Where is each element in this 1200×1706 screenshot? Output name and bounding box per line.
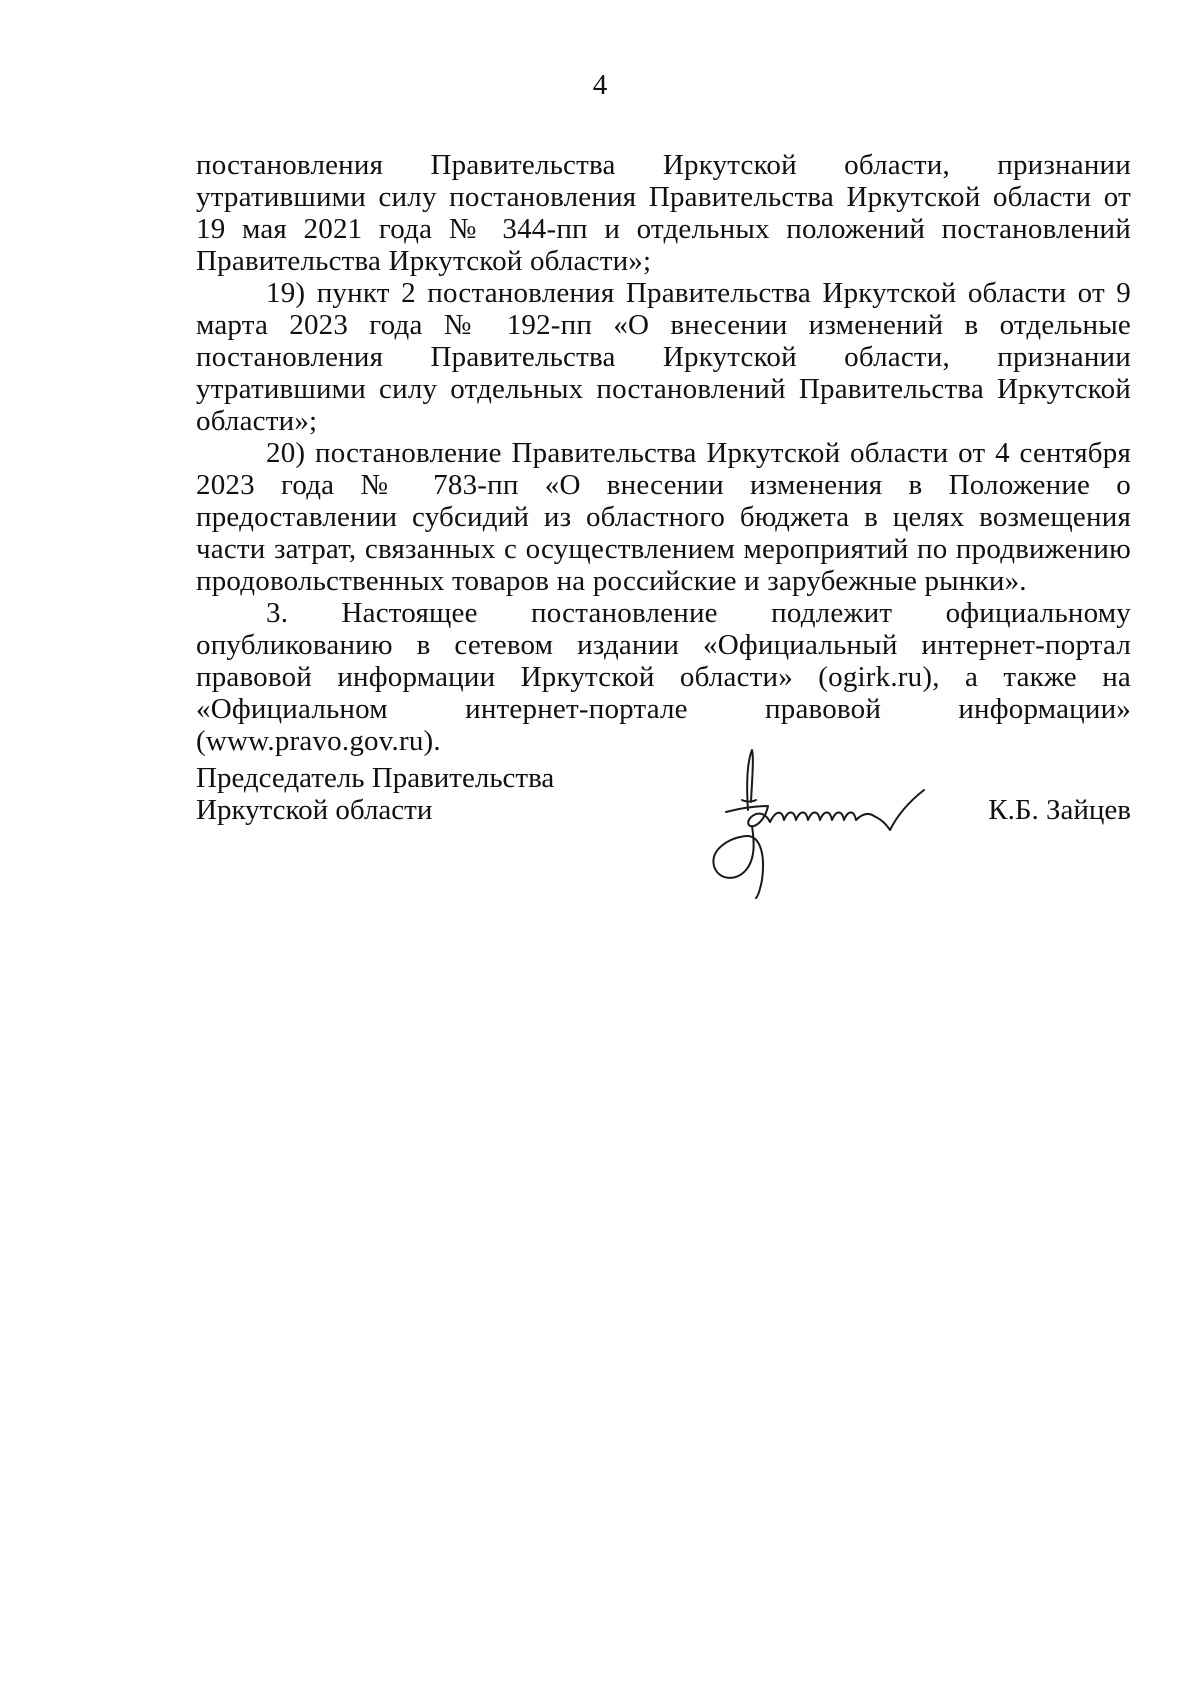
paragraph-clause-3: 3. Настоящее постановление подлежит официальному опубликованию в сетевом издании «Официальный интернет-портал правовой информации Иркутской области» (ogirk.ru), а также на «Официальном интернет-портале правовой информации» (www.pravo.gov.ru). — [196, 597, 1131, 757]
handwritten-signature — [696, 740, 956, 900]
paragraph-item-20: 20) постановление Правительства Иркутской области от 4 сентября 2023 года № 783-пп «О внесении изменения в Положение о предоставлении субсидий из областного бюджета в целях возмещения части затрат, связанных с осуществлением мероприятий по продвижению продовольственных товаров на российские и зарубежные рынки». — [196, 437, 1131, 597]
signer-title-line-2: Иркутской области — [196, 794, 433, 826]
signature-block — [196, 762, 1131, 902]
paragraph-item-19: 19) пункт 2 постановления Правительства Иркутской области от 9 марта 2023 года № 192-пп «О внесении изменений в отдельные постановления Правительства Иркутской области, признании утратившими силу отдельных постановлений Правительства Иркутской области»; — [196, 277, 1131, 437]
signer-name: К.Б. Зайцев — [988, 794, 1131, 826]
signer-title-line-1: Председатель Правительства — [196, 762, 555, 794]
signer-title — [196, 762, 554, 826]
page-number: 4 — [592, 69, 608, 101]
document-body — [196, 149, 1131, 757]
paragraph-continuation: постановления Правительства Иркутской области, признании утратившими силу постановления Правительства Иркутской области от 19 мая 2021 года № 344-пп и отдельных положений постановлений Правительства Иркутской области»; — [196, 149, 1131, 277]
